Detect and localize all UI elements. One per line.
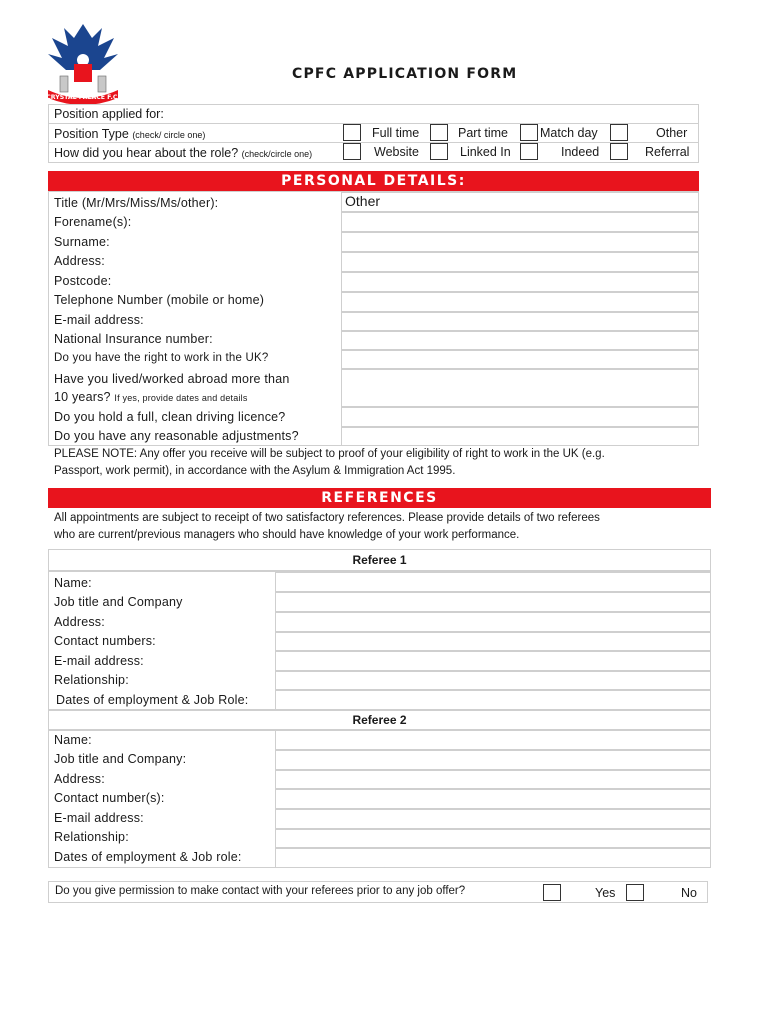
linkedin-checkbox[interactable] (430, 143, 448, 160)
part-time-option: Part time (458, 126, 509, 140)
website-checkbox[interactable] (343, 143, 361, 160)
linkedin-option: Linked In (460, 145, 511, 159)
referee1-email-label: E-mail address: (54, 654, 144, 668)
abroad-field[interactable] (341, 369, 699, 407)
referee2-job-field[interactable] (275, 750, 711, 770)
licence-label: Do you hold a full, clean driving licence? (54, 410, 286, 424)
referee1-heading: Referee 1 (48, 549, 711, 571)
surname-field[interactable] (341, 232, 699, 252)
references-heading: REFERENCES (48, 488, 711, 508)
referral-option: Referral (645, 145, 690, 159)
telephone-label: Telephone Number (mobile or home) (54, 293, 265, 307)
adjustments-field[interactable] (341, 427, 699, 446)
referee2-contact-field[interactable] (275, 789, 711, 809)
referee1-dates-label: Dates of employment & Job Role: (56, 693, 249, 707)
referee2-name-field[interactable] (275, 730, 711, 750)
crystal-palace-logo (44, 20, 122, 106)
referee2-job-label: Job title and Company: (54, 752, 187, 766)
adjustments-label: Do you have any reasonable adjustments? (54, 429, 299, 443)
referee1-contact-field[interactable] (275, 632, 711, 651)
permission-yes-label: Yes (595, 886, 616, 900)
match-day-option: Match day (540, 126, 598, 140)
surname-label: Surname: (54, 235, 110, 249)
referee1-relationship-field[interactable] (275, 671, 711, 690)
full-time-checkbox[interactable] (343, 124, 361, 141)
right-to-work-field[interactable] (341, 350, 699, 369)
position-applied-label: Position applied for: (54, 107, 164, 121)
email-field[interactable] (341, 312, 699, 331)
telephone-field[interactable] (341, 292, 699, 312)
referee1-job-label: Job title and Company (54, 595, 183, 609)
ni-field[interactable] (341, 331, 699, 350)
title-label: Title (Mr/Mrs/Miss/Ms/other): (54, 196, 219, 210)
referee1-job-field[interactable] (275, 592, 711, 612)
forename-field[interactable] (341, 212, 699, 232)
forename-label: Forename(s): (54, 215, 132, 229)
permission-no-checkbox[interactable] (626, 884, 644, 901)
position-type-label: Position Type (check/ circle one) (54, 127, 206, 141)
licence-field[interactable] (341, 407, 699, 427)
references-intro: All appointments are subject to receipt of two satisfactory references. Please provide details of two referees who are current/previous managers who should have knowledge of your work performance. (54, 512, 600, 541)
referee1-dates-field[interactable] (275, 690, 711, 710)
part-time-checkbox[interactable] (430, 124, 448, 141)
email-label: E-mail address: (54, 313, 144, 327)
referee2-address-field[interactable] (275, 770, 711, 789)
referee1-name-field[interactable] (275, 572, 711, 592)
logo-text: CRYSTAL PALACE F.C. (46, 94, 120, 101)
referee1-address-label: Address: (54, 615, 105, 629)
permission-no-label: No (681, 886, 697, 900)
other-checkbox[interactable] (610, 124, 628, 141)
referee2-heading: Referee 2 (48, 710, 711, 730)
abroad-label-line1: Have you lived/worked abroad more than (54, 372, 290, 386)
indeed-option: Indeed (561, 145, 600, 159)
postcode-label: Postcode: (54, 274, 112, 288)
other-option: Other (656, 126, 688, 140)
referee1-relationship-label: Relationship: (54, 673, 129, 687)
right-to-work-label: Do you have the right to work in the UK? (54, 352, 269, 364)
referee2-name-label: Name: (54, 733, 92, 747)
referee2-email-label: E-mail address: (54, 811, 144, 825)
referee2-email-field[interactable] (275, 809, 711, 829)
right-to-work-note: PLEASE NOTE: Any offer you receive will be subject to proof of your eligibility of right to work in the UK (e.g. Passport, work permit), in accordance with the Asylum & Immigration Act 1995. (54, 448, 605, 477)
full-time-option: Full time (372, 126, 420, 140)
referee2-relationship-label: Relationship: (54, 830, 129, 844)
form-title: CPFC APPLICATION FORM (292, 66, 518, 82)
website-option: Website (374, 145, 419, 159)
referee2-dates-label: Dates of employment & Job role: (54, 850, 242, 864)
address-label: Address: (54, 254, 105, 268)
permission-yes-checkbox[interactable] (543, 884, 561, 901)
referee1-email-field[interactable] (275, 651, 711, 671)
referee2-address-label: Address: (54, 772, 105, 786)
match-day-checkbox[interactable] (520, 124, 538, 141)
referee1-contact-label: Contact numbers: (54, 634, 156, 648)
permission-question: Do you give permission to make contact with your referees prior to any job offer? (55, 885, 466, 897)
referee2-dates-field[interactable] (275, 848, 711, 868)
ni-label: National Insurance number: (54, 332, 213, 346)
referral-checkbox[interactable] (610, 143, 628, 160)
address-field[interactable] (341, 252, 699, 272)
title-field[interactable]: Other (341, 192, 699, 212)
referee2-relationship-field[interactable] (275, 829, 711, 848)
position-applied-row[interactable] (48, 104, 699, 124)
referee1-address-field[interactable] (275, 612, 711, 632)
postcode-field[interactable] (341, 272, 699, 292)
referee1-name-label: Name: (54, 576, 92, 590)
hear-about-label: How did you hear about the role? (check/circle one) (54, 146, 313, 160)
abroad-label-line2: 10 years? If yes, provide dates and details (54, 390, 248, 404)
indeed-checkbox[interactable] (520, 143, 538, 160)
personal-details-heading: PERSONAL DETAILS: (48, 171, 699, 191)
referee2-contact-label: Contact number(s): (54, 791, 165, 805)
